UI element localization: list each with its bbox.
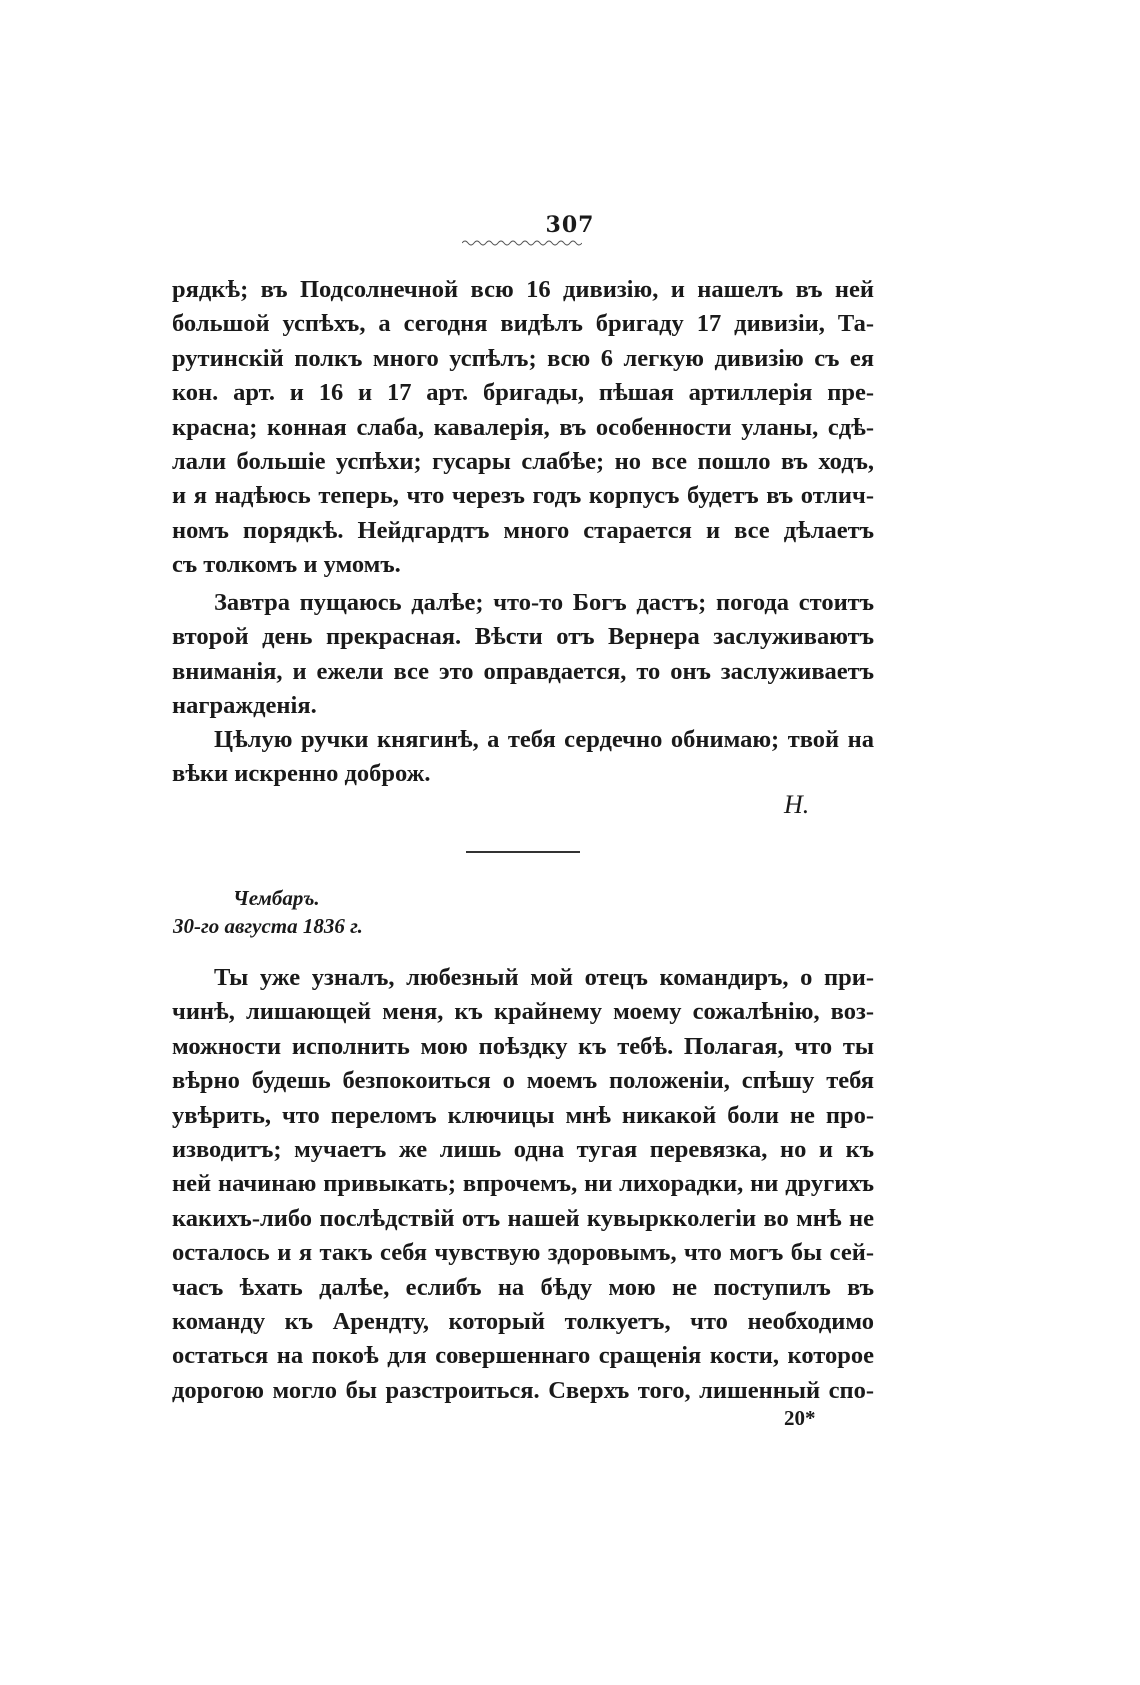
letter-date: 30-го августа 1836 г. bbox=[173, 914, 363, 938]
text-line: кон. арт. и 16 и 17 арт. бригады, пѣшая артиллерія пре- bbox=[172, 379, 874, 407]
paragraph-continued bbox=[172, 273, 874, 583]
text-line: рутинскій полкъ много успѣлъ; всю 6 легкую дивизію съ ея bbox=[172, 344, 874, 372]
text-line: красна; конная слаба, кавалерія, въ особенности уланы, сдѣ- bbox=[172, 413, 874, 441]
text-line: рядкѣ; въ Подсолнечной всю 16 дивизію, и нашелъ въ ней bbox=[172, 276, 874, 303]
text-line: чинѣ, лишающей меня, къ крайнему моему сожалѣнію, воз- bbox=[172, 998, 874, 1026]
text-line: изводитъ; мучаетъ же лишь одна тугая перевязка, но и къ bbox=[172, 1136, 874, 1164]
text-line: Ты уже узналъ, любезный мой отецъ командиръ, о при- bbox=[214, 964, 874, 991]
signature: Н. bbox=[784, 790, 810, 819]
section-divider bbox=[466, 851, 580, 853]
page-number: 307 bbox=[545, 212, 595, 238]
text-line: второй день прекрасная. Вѣсти отъ Вернера заслуживаютъ bbox=[172, 623, 874, 651]
text-line: осталось и я такъ себя чувствую здоровымъ, что могъ бы сей- bbox=[172, 1239, 874, 1267]
text-line: вѣрно будешь безпокоиться о моемъ положеніи, спѣшу тебя bbox=[172, 1067, 874, 1095]
text-line: дорогою могло бы разстроиться. Сверхъ того, лишенный спо- bbox=[172, 1376, 874, 1404]
text-line: Цѣлую ручки княгинѣ, а тебя сердечно обнимаю; твой на bbox=[214, 726, 874, 753]
text-line: можности исполнить мою поѣздку къ тебѣ. Полагая, что ты bbox=[172, 1032, 874, 1060]
text-line: лали большіе успѣхи; гусары слабѣе; но все пошло въ ходъ, bbox=[172, 448, 874, 476]
text-line: съ толкомъ и умомъ. bbox=[172, 551, 401, 579]
paragraph-letter bbox=[172, 961, 874, 1408]
paragraph-closing bbox=[172, 723, 874, 792]
text-line: увѣрить, что переломъ ключицы мнѣ никакой боли не про- bbox=[172, 1101, 874, 1129]
page-number-ornament bbox=[462, 238, 582, 248]
text-line: вѣки искренно доброж. bbox=[172, 760, 431, 788]
text-line: часъ ѣхать далѣе, еслибъ на бѣду мою не поступилъ въ bbox=[172, 1273, 874, 1301]
text-line: какихъ-либо послѣдствій отъ нашей кувырккoлегіи во мнѣ не bbox=[172, 1204, 874, 1232]
paragraph-news bbox=[172, 586, 874, 724]
text-line: команду къ Арендту, который толкуетъ, что необходимо bbox=[172, 1308, 874, 1336]
text-line: награжденія. bbox=[172, 692, 317, 720]
text-line: остаться на покоѣ для совершеннаго сращенія кости, которое bbox=[172, 1342, 874, 1370]
text-line: большой успѣхъ, а сегодня видѣлъ бригаду 17 дивизіи, Та- bbox=[172, 310, 874, 338]
text-line: номъ порядкѣ. Нейдгардтъ много старается и все дѣлаетъ bbox=[172, 516, 874, 544]
text-line: и я надѣюсь теперь, что черезъ годъ корпусъ будетъ въ отлич- bbox=[172, 482, 874, 510]
text-line: ней начинаю привыкать; впрочемъ, ни лихорадки, ни другихъ bbox=[172, 1170, 874, 1198]
text-line: Завтра пущаюсь далѣе; что-то Богъ дастъ; погода стоитъ bbox=[214, 589, 874, 616]
signature-mark: 20* bbox=[784, 1406, 816, 1430]
text-line: вниманія, и ежели все это оправдается, то онъ заслуживаетъ bbox=[172, 657, 874, 685]
letter-place: Чембаръ. bbox=[233, 886, 320, 910]
